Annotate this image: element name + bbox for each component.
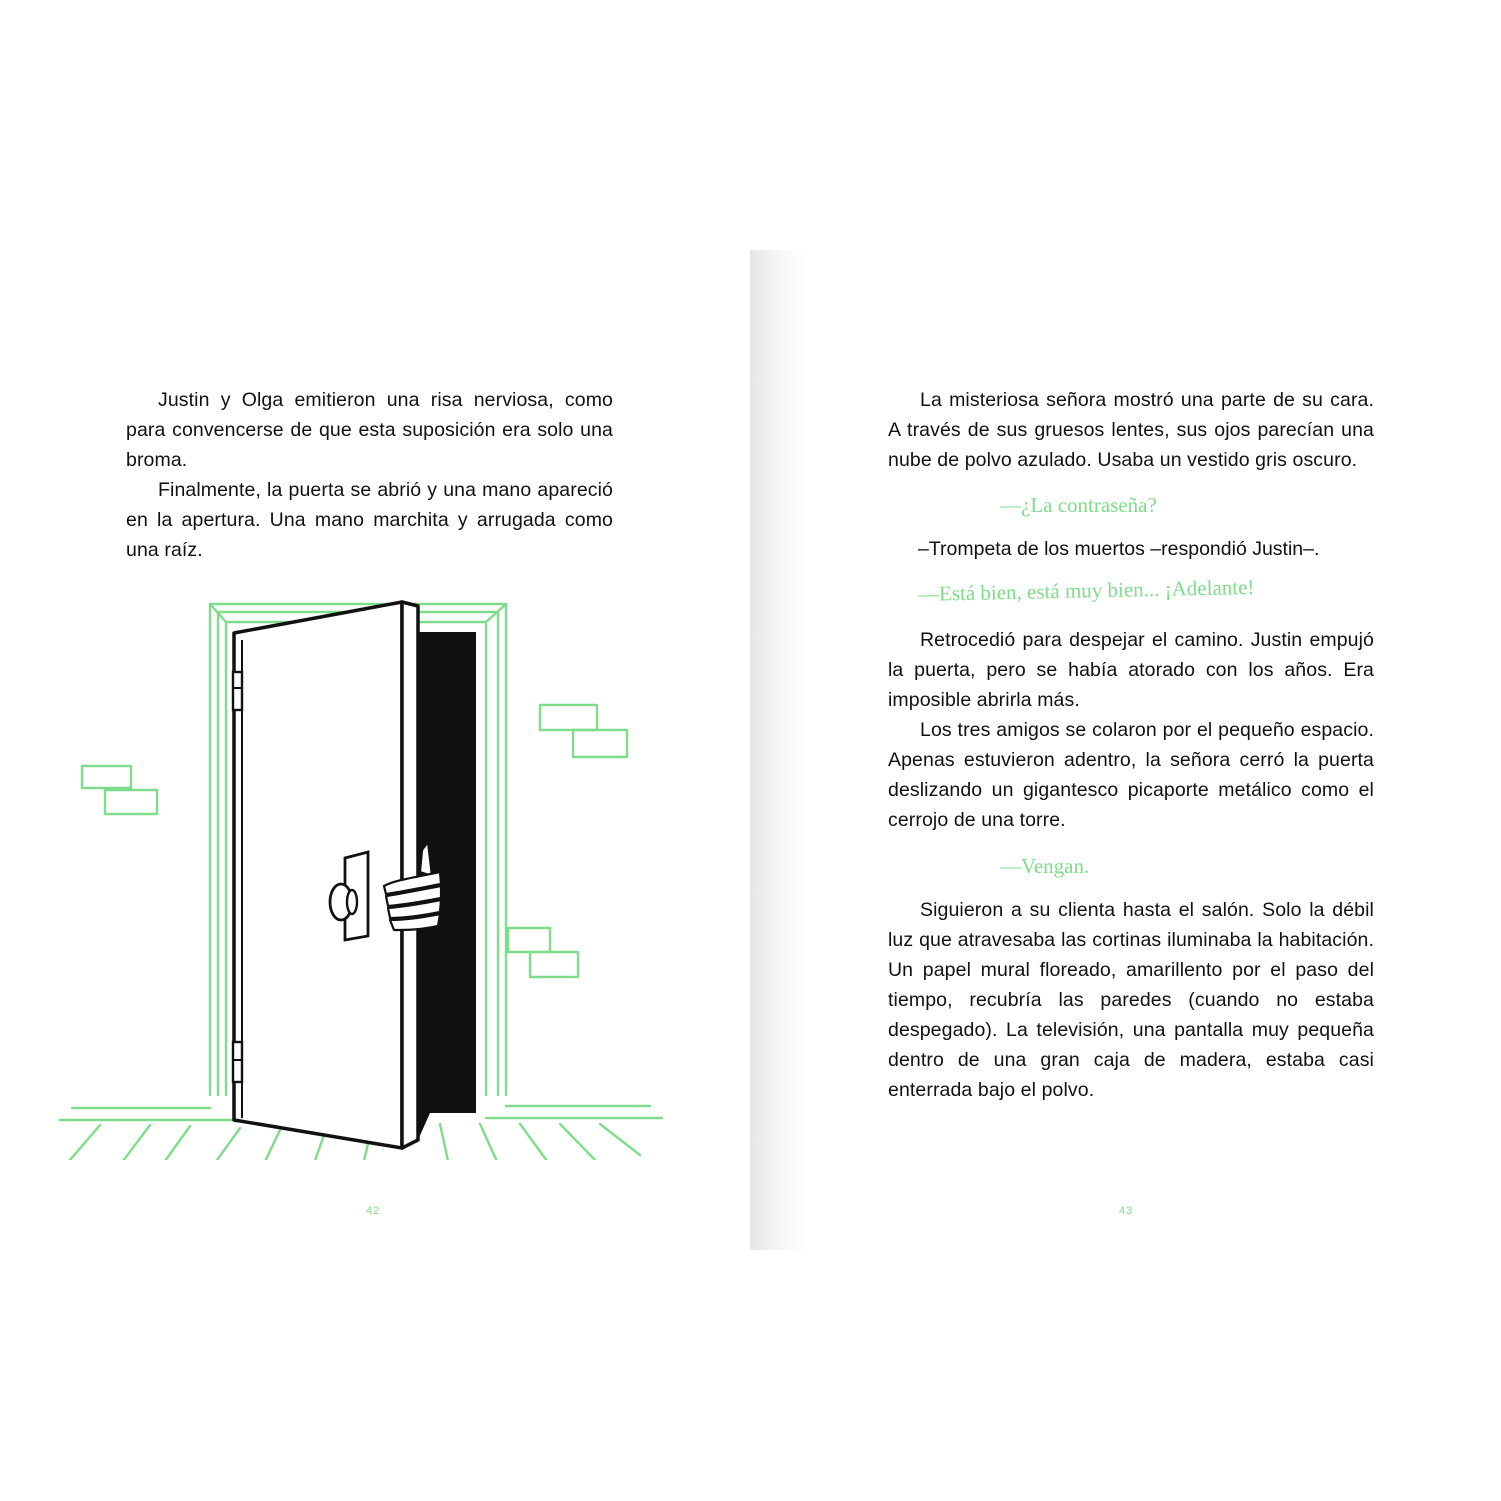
page-number: 43	[1119, 1205, 1134, 1217]
dialog-line: —Está bien, está muy bien... ¡Adelante!	[917, 574, 1255, 606]
paragraph	[888, 895, 1374, 1105]
paragraph-1: La misteriosa señora mostró una parte de su cara. A través de sus gruesos lentes, sus ojos parecían una nube de polvo azulado. Usaba un vestido gris oscuro.	[888, 389, 1374, 471]
page-number: 42	[366, 1205, 381, 1217]
dialog-line: —Vengan.	[1000, 854, 1090, 878]
paragraph: Finalmente, la puerta se abrió y una mano apareció en la apertura. Una mano marchita y arrugada como una raíz.	[126, 479, 613, 561]
paragraph: Justin y Olga emitieron una risa nerviosa, como para convencerse de que esta suposición era solo una broma.	[126, 389, 613, 471]
door-illustration	[50, 340, 670, 1160]
paragraph-3: Retrocedió para despejar el camino. Justin empujó la puerta, pero se había atorado con los años. Era imposible abrirla más.	[888, 629, 1374, 711]
right-page	[750, 250, 1501, 1250]
dialog-reply: –Trompeta de los muertos –respondió Justin–.	[918, 538, 1320, 560]
dialog-line: —¿La contraseña?	[1000, 493, 1157, 517]
paragraph-5: Siguieron a su clienta hasta el salón. Solo la débil luz que atravesaba las cortinas iluminaba la habitación. Un papel mural floreado, amarillento por el paso del tiempo, recubría las paredes (cuando no estaba despegado). La televisión, una pantalla muy pequeña dentro de una gran caja de madera, estaba casi enterrada bajo el polvo.	[888, 899, 1374, 1101]
paragraph-group	[888, 625, 1374, 835]
paragraph-4: Los tres amigos se colaron por el pequeño espacio. Apenas estuvieron adentro, la señora cerró la puerta deslizando un gigantesco picaporte metálico como el cerrojo de una torre.	[888, 719, 1374, 831]
paragraph	[888, 385, 1374, 475]
